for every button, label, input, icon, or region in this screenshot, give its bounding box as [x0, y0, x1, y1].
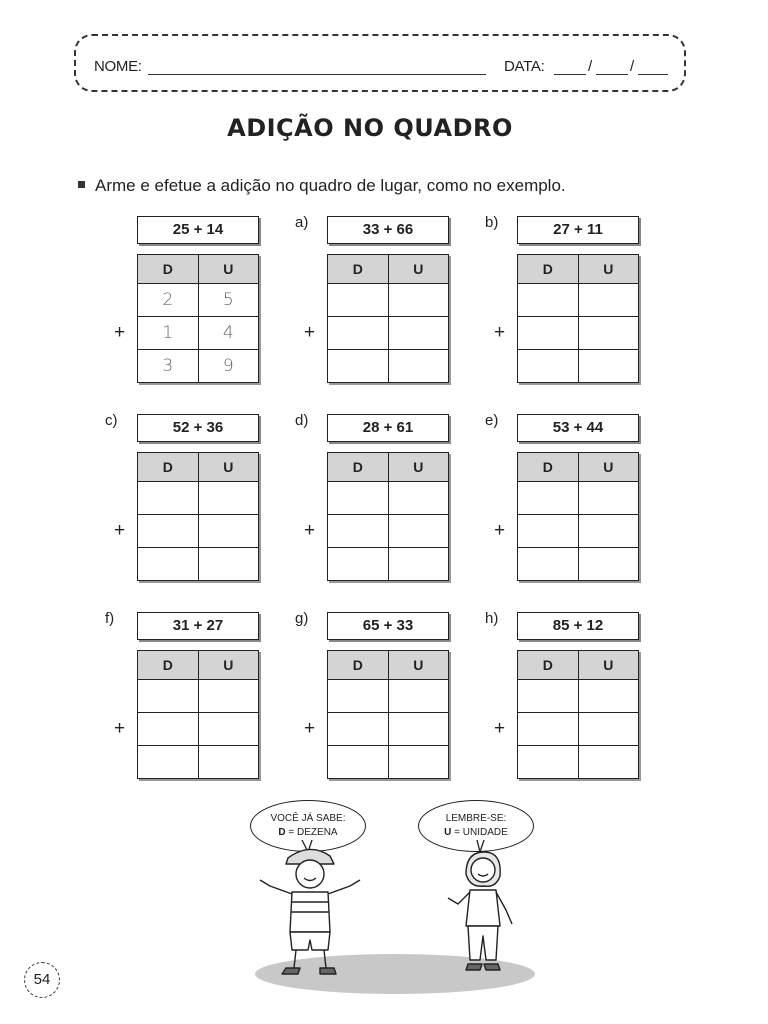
place-value-table [137, 452, 259, 581]
tens-cell[interactable] [138, 713, 199, 746]
units-cell[interactable] [198, 548, 259, 581]
digit-row [328, 680, 449, 713]
bubble-girl-rest: = UNIDADE [451, 827, 508, 838]
header-row [328, 453, 449, 482]
tens-header: D [328, 255, 389, 284]
tens-cell[interactable] [138, 482, 199, 515]
units-header: U [578, 255, 639, 284]
addition-expression: 65 + 33 [327, 612, 449, 640]
digit-row [138, 350, 259, 383]
header-row [518, 453, 639, 482]
units-cell[interactable] [578, 680, 639, 713]
digit-row [138, 515, 259, 548]
exercise-block [295, 412, 485, 592]
digit-row [138, 680, 259, 713]
digit-row [138, 746, 259, 779]
tens-cell[interactable] [138, 548, 199, 581]
units-cell[interactable] [388, 284, 449, 317]
header-row [138, 255, 259, 284]
digit-row [328, 746, 449, 779]
units-cell[interactable] [578, 482, 639, 515]
place-value-table [517, 650, 639, 779]
tens-cell[interactable] [518, 482, 579, 515]
tens-header: D [138, 255, 199, 284]
page-title: ADIÇÃO NO QUADRO [227, 114, 513, 142]
place-value-table [137, 254, 259, 383]
place-value-table [137, 650, 259, 779]
units-header: U [198, 453, 259, 482]
tens-cell[interactable] [328, 548, 389, 581]
place-value-table [327, 254, 449, 383]
bubble-boy-rest: = DEZENA [285, 827, 338, 838]
exercise-letter: a) [295, 214, 309, 231]
digit-row [518, 482, 639, 515]
date-year-field[interactable] [638, 74, 668, 75]
header-row [518, 651, 639, 680]
digit-row [328, 713, 449, 746]
units-header: U [388, 651, 449, 680]
units-cell[interactable] [388, 317, 449, 350]
place-value-table [327, 452, 449, 581]
date-separator: / [588, 58, 592, 75]
bubble-girl-key: U [444, 827, 452, 838]
bubble-boy-key: D [278, 827, 286, 838]
tens-cell[interactable] [328, 515, 389, 548]
instruction [78, 176, 566, 196]
tens-cell[interactable] [518, 515, 579, 548]
tens-cell[interactable]: 1 [138, 317, 199, 350]
date-label: DATA: [504, 58, 545, 75]
units-cell[interactable] [388, 482, 449, 515]
tens-cell[interactable] [518, 350, 579, 383]
digit-row [138, 284, 259, 317]
digit-row [328, 548, 449, 581]
bubble-girl-line1: LEMBRE-SE: [445, 813, 507, 824]
units-header: U [388, 255, 449, 284]
units-cell[interactable] [578, 317, 639, 350]
tens-header: D [518, 255, 579, 284]
digit-row [138, 317, 259, 350]
header-box [74, 34, 686, 92]
plus-sign: + [494, 520, 506, 541]
digit-row [328, 284, 449, 317]
plus-sign: + [114, 520, 126, 541]
units-header: U [198, 255, 259, 284]
addition-expression: 52 + 36 [137, 414, 259, 442]
units-cell[interactable]: 4 [198, 317, 259, 350]
units-cell[interactable] [388, 713, 449, 746]
tens-header: D [328, 651, 389, 680]
units-cell[interactable] [198, 515, 259, 548]
units-cell[interactable] [198, 713, 259, 746]
units-cell[interactable] [388, 548, 449, 581]
name-label: NOME: [94, 58, 142, 75]
place-value-table [327, 650, 449, 779]
tens-cell[interactable] [518, 548, 579, 581]
exercise-letter: g) [295, 610, 309, 627]
digit-row [518, 746, 639, 779]
tens-cell[interactable] [328, 284, 389, 317]
girl-figure [448, 852, 512, 970]
plus-sign: + [114, 718, 126, 739]
tens-cell[interactable] [518, 284, 579, 317]
units-cell[interactable] [578, 284, 639, 317]
digit-row [328, 515, 449, 548]
exercise-letter: h) [485, 610, 499, 627]
addition-expression: 33 + 66 [327, 216, 449, 244]
addition-expression: 53 + 44 [517, 414, 639, 442]
units-cell[interactable] [578, 350, 639, 383]
tens-cell[interactable] [518, 713, 579, 746]
digit-row [518, 713, 639, 746]
tens-cell[interactable] [138, 746, 199, 779]
place-value-table [517, 452, 639, 581]
plus-sign: + [304, 322, 316, 343]
digit-row [518, 284, 639, 317]
units-cell[interactable] [388, 680, 449, 713]
units-cell[interactable] [578, 515, 639, 548]
children-illustration [230, 840, 560, 1000]
plus-sign: + [304, 718, 316, 739]
tens-cell[interactable] [518, 317, 579, 350]
tens-cell[interactable] [328, 713, 389, 746]
tens-header: D [518, 453, 579, 482]
tens-header: D [138, 453, 199, 482]
bullet-icon [78, 181, 85, 188]
units-header: U [388, 453, 449, 482]
units-cell[interactable] [578, 713, 639, 746]
exercise-block [295, 610, 485, 790]
digit-row [518, 680, 639, 713]
digit-row [518, 548, 639, 581]
exercise-letter: d) [295, 412, 309, 429]
units-header: U [578, 453, 639, 482]
exercise-block [105, 412, 295, 592]
addition-expression: 28 + 61 [327, 414, 449, 442]
exercise-block [105, 214, 295, 394]
digit-row [328, 482, 449, 515]
exercise-letter: e) [485, 412, 499, 429]
header-row [138, 651, 259, 680]
units-cell[interactable] [578, 548, 639, 581]
tens-header: D [138, 651, 199, 680]
tens-header: D [518, 651, 579, 680]
bubble-tail-girl [476, 840, 486, 852]
digit-row [518, 515, 639, 548]
tens-cell[interactable] [518, 746, 579, 779]
date-day-field[interactable] [554, 74, 586, 75]
place-value-table [517, 254, 639, 383]
plus-sign: + [114, 322, 126, 343]
digit-row [138, 548, 259, 581]
tens-cell[interactable] [328, 482, 389, 515]
units-cell[interactable] [198, 680, 259, 713]
bubble-boy-line1: VOCÊ JÁ SABE: [270, 813, 346, 824]
plus-sign: + [304, 520, 316, 541]
tens-cell[interactable] [328, 746, 389, 779]
digit-row [328, 350, 449, 383]
units-cell[interactable] [198, 482, 259, 515]
units-cell[interactable] [198, 746, 259, 779]
units-cell[interactable] [388, 515, 449, 548]
exercise-letter: b) [485, 214, 499, 231]
units-cell[interactable] [388, 746, 449, 779]
tens-cell[interactable] [328, 680, 389, 713]
tens-cell[interactable] [328, 317, 389, 350]
tens-cell[interactable]: 2 [138, 284, 199, 317]
addition-expression: 25 + 14 [137, 216, 259, 244]
name-field[interactable] [148, 74, 486, 75]
exercise-block [485, 412, 675, 592]
exercise-block [295, 214, 485, 394]
addition-expression: 31 + 27 [137, 612, 259, 640]
plus-sign: + [494, 322, 506, 343]
exercise-block [105, 610, 295, 790]
digit-row [138, 482, 259, 515]
units-cell[interactable] [388, 350, 449, 383]
units-header: U [198, 651, 259, 680]
tens-cell[interactable] [518, 680, 579, 713]
digit-row [138, 713, 259, 746]
digit-row [518, 350, 639, 383]
units-cell[interactable]: 9 [198, 350, 259, 383]
addition-expression: 27 + 11 [517, 216, 639, 244]
instruction-text: Arme e efetue a adição no quadro de lugar, como no exemplo. [95, 176, 566, 195]
digit-row [328, 317, 449, 350]
tens-cell[interactable] [138, 515, 199, 548]
units-header: U [578, 651, 639, 680]
header-row [328, 651, 449, 680]
exercise-block [485, 214, 675, 394]
tens-cell[interactable]: 3 [138, 350, 199, 383]
header-row [328, 255, 449, 284]
exercise-block [485, 610, 675, 790]
plus-sign: + [494, 718, 506, 739]
exercise-letter: f) [105, 610, 115, 627]
page-number: 54 [24, 962, 60, 998]
date-separator: / [630, 58, 634, 75]
exercise-letter: c) [105, 412, 118, 429]
date-month-field[interactable] [596, 74, 628, 75]
addition-expression: 85 + 12 [517, 612, 639, 640]
tens-cell[interactable] [328, 350, 389, 383]
digit-row [518, 317, 639, 350]
header-row [518, 255, 639, 284]
units-cell[interactable] [578, 746, 639, 779]
tens-header: D [328, 453, 389, 482]
header-row [138, 453, 259, 482]
tens-cell[interactable] [138, 680, 199, 713]
units-cell[interactable]: 5 [198, 284, 259, 317]
